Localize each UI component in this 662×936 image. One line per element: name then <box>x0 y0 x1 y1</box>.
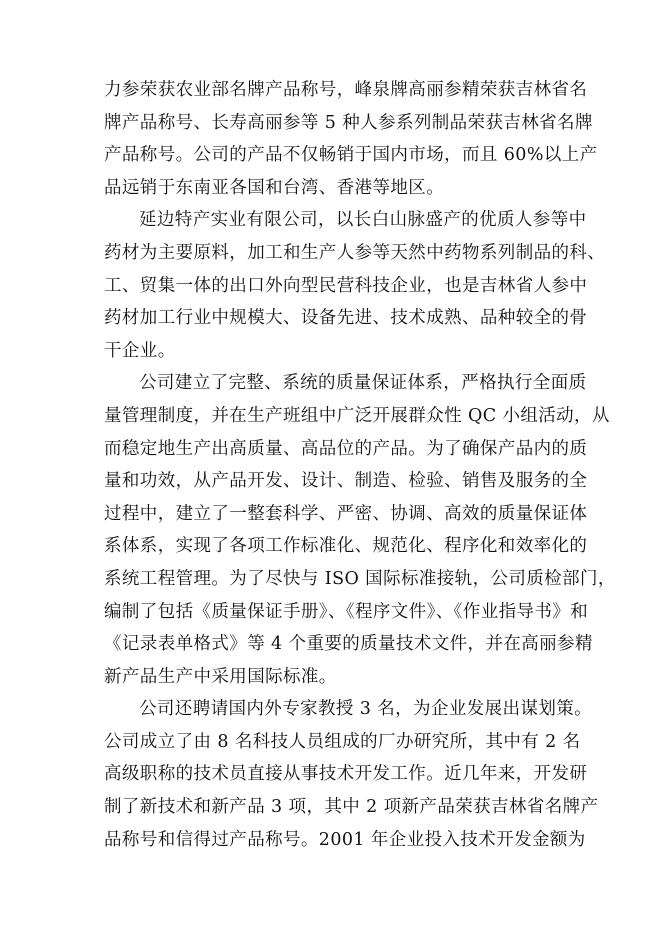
text-line: 编制了包括《质量保证手册》、《程序文件》、《作业指导书》和 <box>104 601 589 622</box>
text-line: 量和功效，从产品开发、设计、制造、检验、销售及服务的全 <box>104 471 588 492</box>
text-line: 系体系，实现了各项工作标准化、规范化、程序化和效率化的 <box>104 536 588 557</box>
text-line: 产品称号。公司的产品不仅畅销于国内市场，而且 60%以上产 <box>104 145 598 166</box>
text-line: 药材加工行业中规模大、设备先进、技术成熟、品种较全的骨 <box>104 308 588 329</box>
text-line: 品远销于东南亚各国和台湾、香港等地区。 <box>104 177 445 198</box>
paragraph-first-line: 公司建立了完整、系统的质量保证体系，严格执行全面质 <box>139 373 587 394</box>
text-line: 新产品生产中采用国际标准。 <box>104 666 337 687</box>
text-line: 工、贸集一体的出口外向型民营科技企业，也是吉林省人参中 <box>104 275 588 296</box>
text-line: 品称号和信得过产品称号。2001 年企业投入技术开发金额为 <box>104 829 586 850</box>
text-line: 力参荣获农业部名牌产品称号，峰泉牌高丽参精荣获吉林省名 <box>104 80 588 100</box>
text-line: 药材为主要原料，加工和生产人参等天然中药物系列制品的科、 <box>104 242 606 263</box>
text-line: 牌产品称号、长寿高丽参等 5 种人参系列制品荣获吉林省名牌 <box>104 112 593 133</box>
document-body <box>104 74 616 856</box>
text-line: 而稳定地生产出高质量、高品位的产品。为了确保产品内的质 <box>104 438 588 459</box>
text-line: 高级职称的技术员直接从事技术开发工作。近几年来，开发研 <box>104 764 588 785</box>
text-line: 量管理制度，并在生产班组中广泛开展群众性 QC 小组活动，从 <box>104 405 610 426</box>
text-line: 《记录表单格式》等 4 个重要的质量技术文件，并在高丽参精 <box>104 634 593 655</box>
text-line: 公司成立了由 8 名科技人员组成的厂办研究所，其中有 2 名 <box>104 731 581 752</box>
text-line: 干企业。 <box>104 340 176 361</box>
text-line: 过程中，建立了一整套科学、严密、协调、高效的质量保证体 <box>104 503 588 524</box>
text-line: 制了新技术和新产品 3 项，其中 2 项新产品荣获吉林省名牌产 <box>104 797 599 818</box>
text-line: 系统工程管理。为了尽快与 ISO 国际标准接轨，公司质检部门， <box>104 568 616 589</box>
paragraph-first-line: 延边特产实业有限公司，以长白山脉盛产的优质人参等中 <box>139 210 587 231</box>
paragraph-first-line: 公司还聘请国内外专家教授 3 名，为企业发展出谋划策。 <box>139 699 593 720</box>
